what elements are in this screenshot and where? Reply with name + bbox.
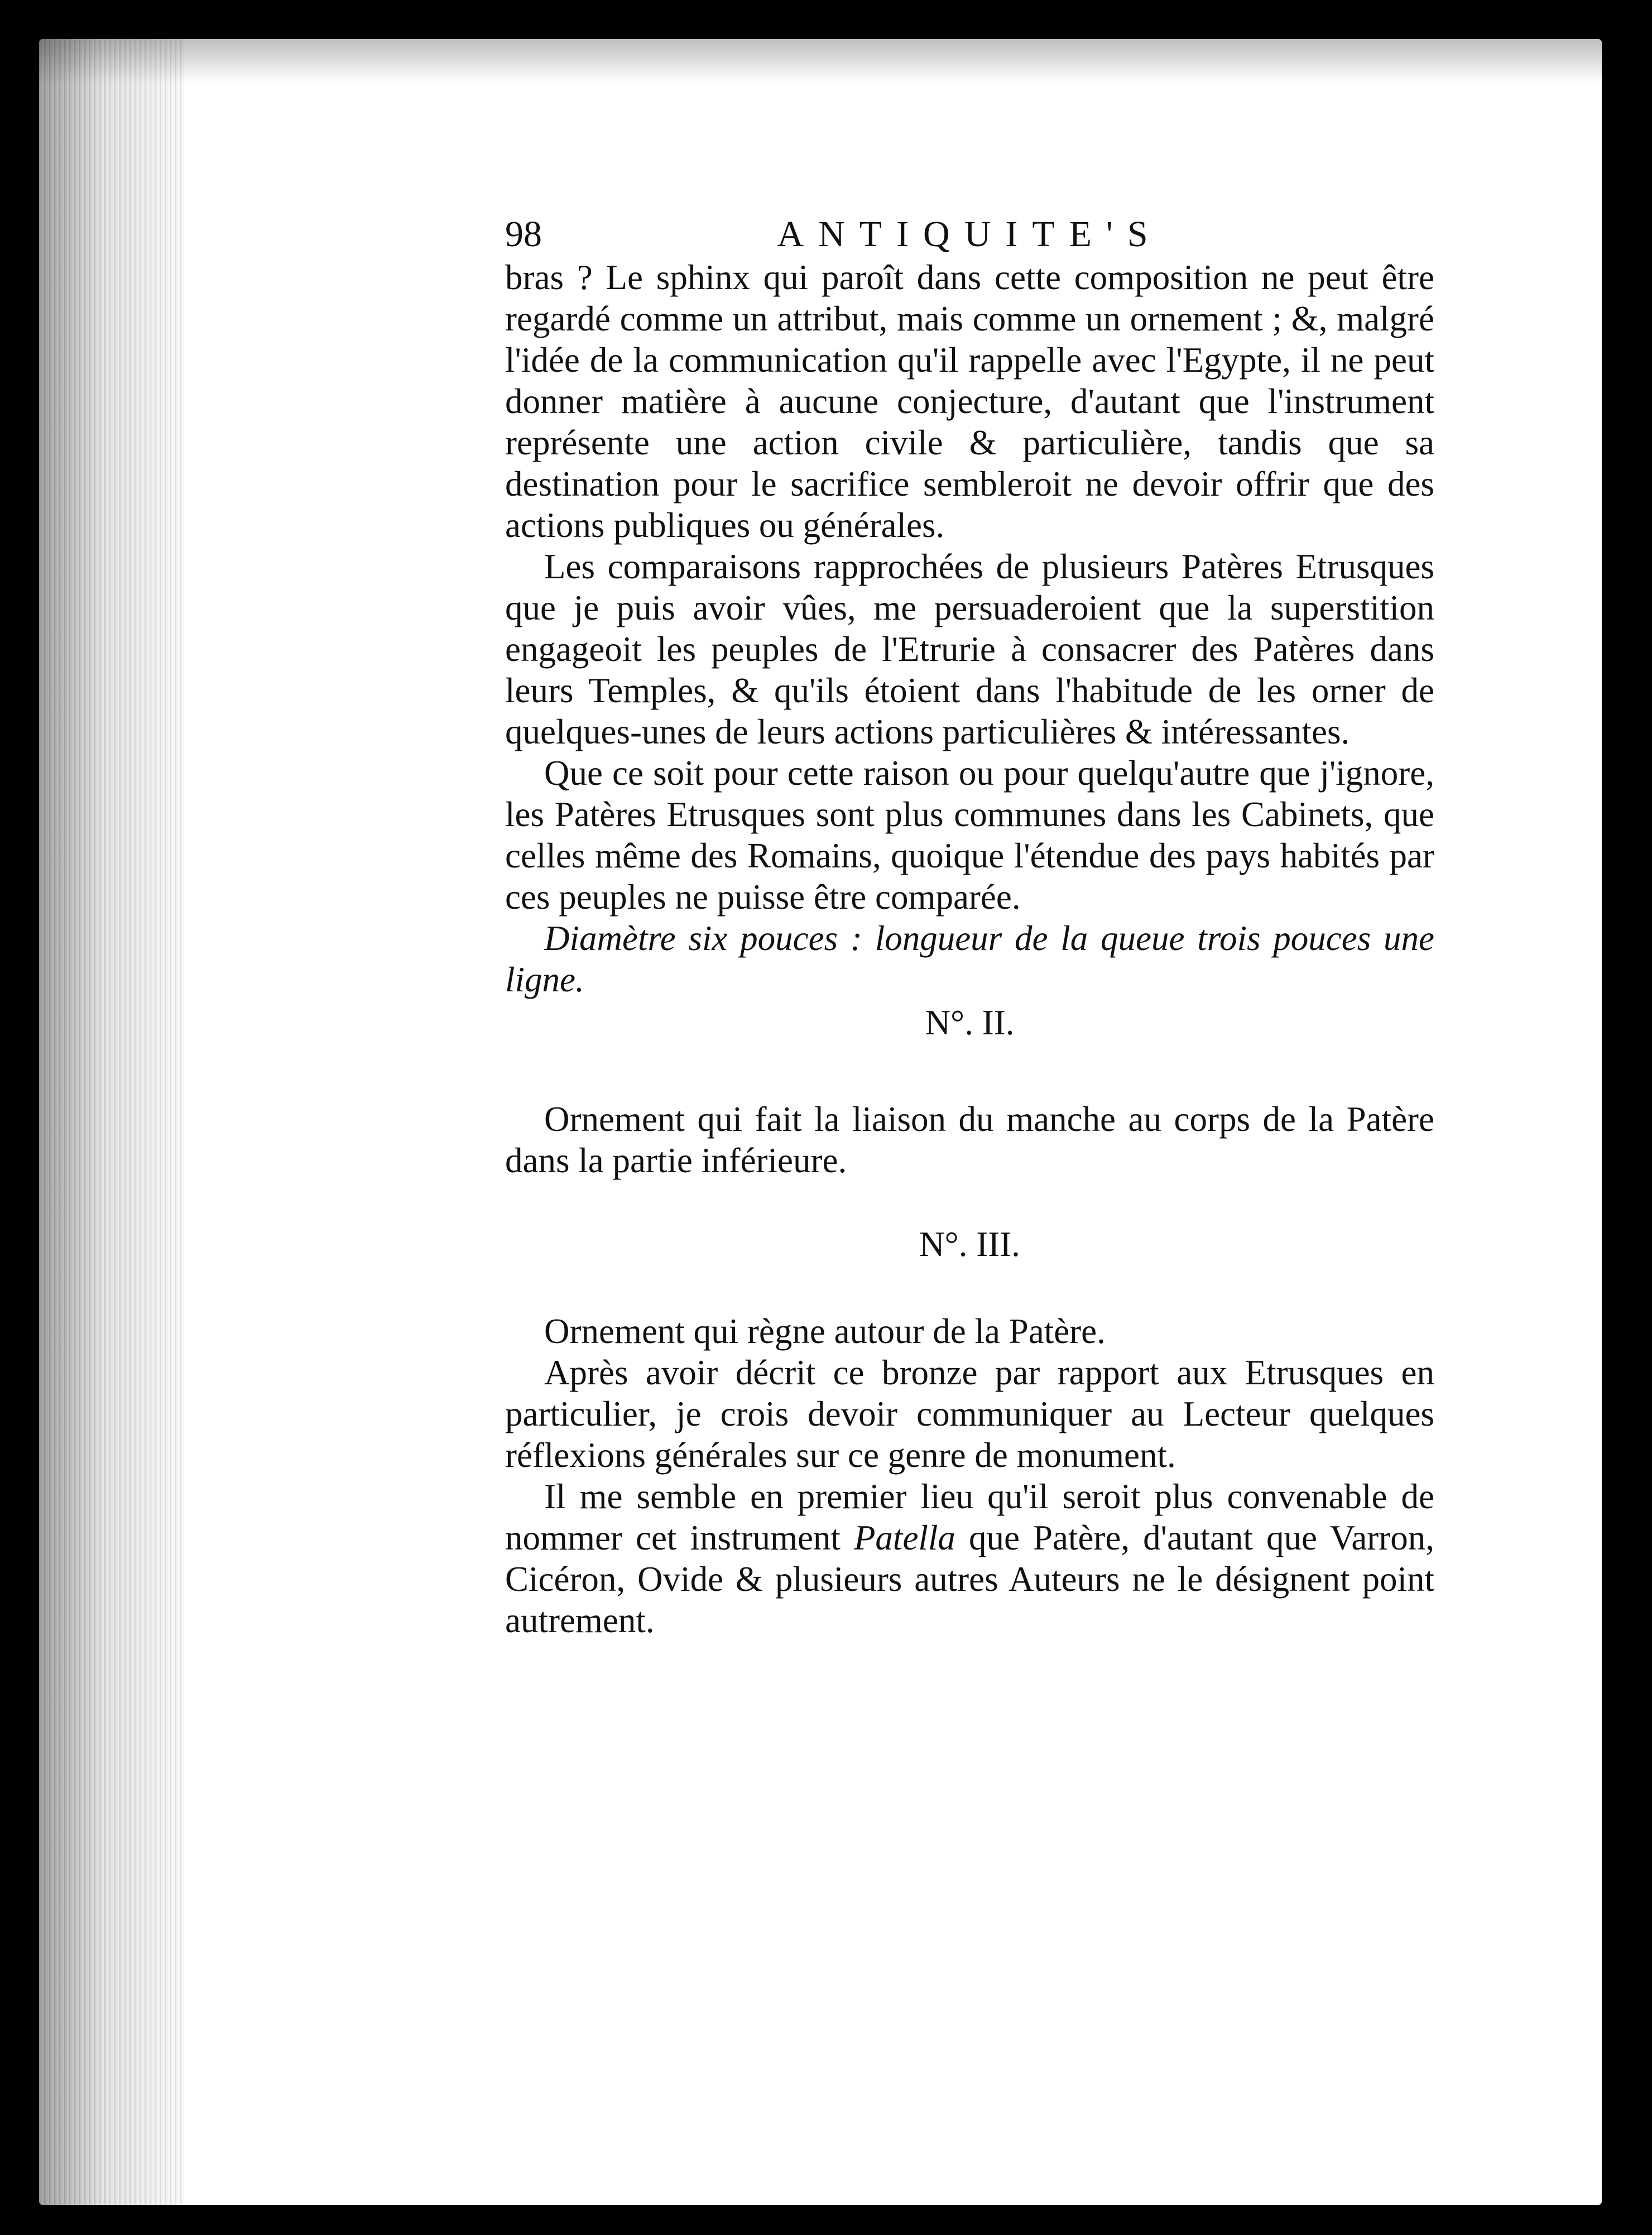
section-heading-3: N°. III. bbox=[919, 1225, 1020, 1264]
section-2-text: Ornement qui fait la liaison du manche au corps de la Patère dans la partie inférieure. bbox=[505, 1100, 1434, 1180]
dimensions-caption: Diamètre six pouces : longueur de la queue trois pouces une ligne. bbox=[505, 919, 1434, 999]
paragraph-3: Que ce soit pour cette raison ou pour quelqu'autre que j'ignore, les Patères Etrusques sont plus communes dans les Cabinets, que celles même des Romains, quoique l'étendue des pays habités par ces peuples ne puisse être comparée. bbox=[505, 754, 1434, 917]
running-title: ANTIQUITE'S bbox=[777, 214, 1163, 255]
section-heading-2: N°. II. bbox=[925, 1003, 1015, 1042]
paragraph-5-start: Il me semble en premier lieu qu'il seroit plus convenable de nommer cet instrument bbox=[505, 1477, 1434, 1557]
paragraph-5-end: que Patère, d'autant que Varron, Cicéron, Ovide & plusieurs autres Auteurs ne le désignent point autrement. bbox=[505, 1518, 1434, 1640]
running-head bbox=[505, 212, 1434, 257]
paragraph-5-term: Patella bbox=[853, 1518, 955, 1557]
page-number: 98 bbox=[505, 214, 542, 255]
paragraph-1: bras ? Le sphinx qui paroît dans cette composition ne peut être regardé comme un attribut, mais comme un ornement ; &, malgré l'idée de la communication qu'il rappelle avec l'Egypte, il ne peut donner matière à aucune conjecture, d'autant que l'instrument représente une action civile & particulière, tandis que sa destination pour le sacrifice sembleroit ne devoir offrir que des actions publiques ou générales. bbox=[505, 258, 1434, 545]
paragraph-2: Les comparaisons rapprochées de plusieurs Patères Etrusques que je puis avoir vûes, me persuaderoient que la superstition engageoit les peuples de l'Etrurie à consacrer des Patères dans leurs Temples, & qu'ils étoient dans l'habitude de les orner de quelques-unes de leurs actions particulières & intéressantes. bbox=[505, 547, 1434, 751]
page-text-block bbox=[505, 212, 1434, 1641]
paragraph-5 bbox=[505, 1476, 1434, 1641]
section-3-text: Ornement qui règne autour de la Patère. bbox=[544, 1312, 1106, 1351]
paragraph-4: Après avoir décrit ce bronze par rapport aux Etrusques en particulier, je crois devoir communiquer au Lecteur quelques réflexions générales sur ce genre de monument. bbox=[505, 1353, 1434, 1475]
